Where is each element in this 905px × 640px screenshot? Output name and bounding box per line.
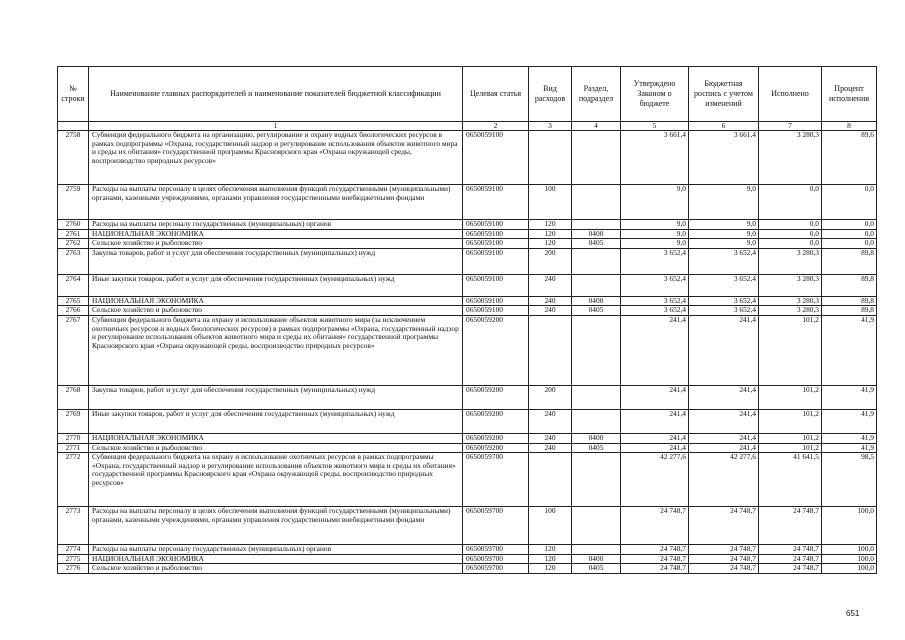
row-name: Субвенция федерального бюджета на охрану и использование охотничьих ресурсов в рамках подпрограммы «Охрана, государственный надзор и регулирование использования объектов животного мира и среды их обитания» государственной программы Красноярского края «Охрана окружающей среды, воспроизводство природных ресурсов» — [89, 453, 463, 507]
row-budget-schedule: 24 748,7 — [689, 507, 759, 545]
row-approved: 241,4 — [621, 409, 689, 433]
row-target-article: 0650059100 — [463, 239, 529, 249]
row-target-article: 0650059700 — [463, 545, 529, 555]
row-number: 2761 — [58, 229, 89, 239]
row-number: 2774 — [58, 545, 89, 555]
row-executed: 3 280,3 — [759, 306, 822, 316]
row-approved: 241,4 — [621, 315, 689, 385]
row-target-article: 0650059100 — [463, 296, 529, 306]
row-budget-schedule: 9,0 — [689, 229, 759, 239]
row-section: 0400 — [572, 554, 621, 564]
row-name: Сельское хозяйство и рыболовство — [89, 306, 463, 316]
row-budget-schedule: 241,4 — [689, 409, 759, 433]
table-row — [58, 248, 877, 274]
row-executed: 41 641,5 — [759, 453, 822, 507]
row-target-article: 0650059100 — [463, 185, 529, 220]
column-number: 6 — [689, 122, 759, 131]
row-percent: 0,0 — [822, 185, 877, 220]
row-percent: 0,0 — [822, 239, 877, 249]
table-row — [58, 564, 877, 574]
row-name: Расходы на выплаты персоналу в целях обеспечения выполнения функций государственными (муниципальными) органами, казенными учреждениями, органами управления государственными внебюджетными фондами — [89, 507, 463, 545]
row-name: Сельское хозяйство и рыболовство — [89, 564, 463, 574]
row-approved: 3 652,4 — [621, 274, 689, 296]
row-percent: 100,0 — [822, 507, 877, 545]
table-row — [58, 239, 877, 249]
row-executed: 101,2 — [759, 315, 822, 385]
table-row — [58, 274, 877, 296]
page-number: 651 — [846, 609, 860, 618]
row-approved: 3 652,4 — [621, 296, 689, 306]
row-budget-schedule: 3 652,4 — [689, 306, 759, 316]
row-expense-type: 200 — [529, 385, 572, 409]
row-approved: 24 748,7 — [621, 507, 689, 545]
row-number: 2765 — [58, 296, 89, 306]
row-percent: 0,0 — [822, 220, 877, 230]
row-target-article: 0650059100 — [463, 131, 529, 185]
row-executed: 101,2 — [759, 443, 822, 453]
row-expense-type — [529, 315, 572, 385]
row-approved: 3 652,4 — [621, 306, 689, 316]
row-expense-type: 240 — [529, 274, 572, 296]
table-row — [58, 554, 877, 564]
table-row — [58, 409, 877, 433]
row-percent: 89,8 — [822, 306, 877, 316]
row-target-article: 0650059100 — [463, 274, 529, 296]
row-approved: 241,4 — [621, 433, 689, 443]
row-section: 0400 — [572, 433, 621, 443]
row-section — [572, 185, 621, 220]
table-row — [58, 296, 877, 306]
header-executed: Исполнено — [759, 67, 822, 122]
row-budget-schedule: 241,4 — [689, 443, 759, 453]
row-budget-schedule: 42 277,6 — [689, 453, 759, 507]
header-approved: Утверждено Законом о бюджете — [621, 67, 689, 122]
row-expense-type: 120 — [529, 545, 572, 555]
row-executed: 24 748,7 — [759, 507, 822, 545]
row-target-article: 0650059200 — [463, 433, 529, 443]
row-budget-schedule: 9,0 — [689, 185, 759, 220]
row-number: 2776 — [58, 564, 89, 574]
row-budget-schedule: 24 748,7 — [689, 564, 759, 574]
row-name: Субвенция федерального бюджета на организацию, регулирование и охрану водных биологических ресурсов в рамках подпрограммы «Охрана, государственный надзор и регулирование использования объектов животного мира и среды их обитания» государственной программы Красноярского края «Охрана окружающей среды, воспроизводство природных ресурсов» — [89, 131, 463, 185]
column-number — [58, 122, 89, 131]
row-number: 2762 — [58, 239, 89, 249]
row-target-article: 0650059200 — [463, 443, 529, 453]
row-expense-type: 120 — [529, 564, 572, 574]
column-number: 1 — [89, 122, 463, 131]
row-target-article: 0650059200 — [463, 315, 529, 385]
row-executed: 0,0 — [759, 220, 822, 230]
row-number: 2772 — [58, 453, 89, 507]
row-target-article: 0650059100 — [463, 306, 529, 316]
row-section — [572, 248, 621, 274]
header-target-article: Целевая статья — [463, 67, 529, 122]
row-executed: 0,0 — [759, 239, 822, 249]
row-approved: 9,0 — [621, 185, 689, 220]
row-budget-schedule: 24 748,7 — [689, 545, 759, 555]
table-row — [58, 306, 877, 316]
table-row — [58, 220, 877, 230]
table-row — [58, 453, 877, 507]
row-target-article: 0650059200 — [463, 409, 529, 433]
row-budget-schedule: 3 652,4 — [689, 274, 759, 296]
row-name: Расходы на выплаты персоналу государственных (муниципальных) органов — [89, 545, 463, 555]
row-expense-type: 120 — [529, 220, 572, 230]
column-number: 8 — [822, 122, 877, 131]
row-name: Расходы на выплаты персоналу государственных (муниципальных) органов — [89, 220, 463, 230]
row-approved: 24 748,7 — [621, 554, 689, 564]
row-name: Закупка товаров, работ и услуг для обеспечения государственных (муниципальных) нужд — [89, 248, 463, 274]
column-number: 2 — [463, 122, 529, 131]
row-number: 2771 — [58, 443, 89, 453]
row-section — [572, 385, 621, 409]
column-number-row — [58, 122, 877, 131]
row-name: Иные закупки товаров, работ и услуг для обеспечения государственных (муниципальных) нужд — [89, 274, 463, 296]
row-target-article: 0650059100 — [463, 248, 529, 274]
row-executed: 101,2 — [759, 433, 822, 443]
table-row — [58, 443, 877, 453]
row-number: 2760 — [58, 220, 89, 230]
row-number: 2775 — [58, 554, 89, 564]
row-name: Расходы на выплаты персоналу в целях обеспечения выполнения функций государственными (муниципальными) органами, казенными учреждениями, органами управления государственными внебюджетными фондами — [89, 185, 463, 220]
table-header-row — [58, 67, 877, 122]
row-number: 2767 — [58, 315, 89, 385]
row-executed: 0,0 — [759, 185, 822, 220]
row-number: 2764 — [58, 274, 89, 296]
column-number: 3 — [529, 122, 572, 131]
row-name: Сельское хозяйство и рыболовство — [89, 443, 463, 453]
row-percent: 41,9 — [822, 409, 877, 433]
column-number: 5 — [621, 122, 689, 131]
row-target-article: 0650059100 — [463, 229, 529, 239]
table-row — [58, 185, 877, 220]
row-name: Сельское хозяйство и рыболовство — [89, 239, 463, 249]
row-section: 0405 — [572, 239, 621, 249]
row-expense-type: 120 — [529, 554, 572, 564]
row-percent: 100,0 — [822, 554, 877, 564]
row-name: НАЦИОНАЛЬНАЯ ЭКОНОМИКА — [89, 229, 463, 239]
header-budget-schedule: Бюджетная роспись с учетом изменений — [689, 67, 759, 122]
row-expense-type: 120 — [529, 229, 572, 239]
row-approved: 9,0 — [621, 229, 689, 239]
row-percent: 41,9 — [822, 443, 877, 453]
row-approved: 9,0 — [621, 239, 689, 249]
row-percent: 41,9 — [822, 315, 877, 385]
row-executed: 101,2 — [759, 409, 822, 433]
row-section — [572, 315, 621, 385]
row-approved: 42 277,6 — [621, 453, 689, 507]
row-expense-type: 200 — [529, 248, 572, 274]
row-target-article: 0650059700 — [463, 554, 529, 564]
row-name: НАЦИОНАЛЬНАЯ ЭКОНОМИКА — [89, 296, 463, 306]
row-target-article: 0650059700 — [463, 564, 529, 574]
row-expense-type: 240 — [529, 433, 572, 443]
row-number: 2770 — [58, 433, 89, 443]
column-number: 4 — [572, 122, 621, 131]
row-executed: 3 280,3 — [759, 274, 822, 296]
row-executed: 3 280,3 — [759, 131, 822, 185]
row-percent: 89,8 — [822, 248, 877, 274]
table-row — [58, 131, 877, 185]
row-expense-type: 240 — [529, 409, 572, 433]
row-number: 2769 — [58, 409, 89, 433]
row-percent: 41,9 — [822, 385, 877, 409]
row-expense-type: 120 — [529, 239, 572, 249]
row-approved: 3 661,4 — [621, 131, 689, 185]
row-budget-schedule: 241,4 — [689, 385, 759, 409]
column-number: 7 — [759, 122, 822, 131]
header-expense-type: Вид расходов — [529, 67, 572, 122]
row-number: 2768 — [58, 385, 89, 409]
row-name: Закупка товаров, работ и услуг для обеспечения государственных (муниципальных) нужд — [89, 385, 463, 409]
row-percent: 100,0 — [822, 545, 877, 555]
row-budget-schedule: 3 661,4 — [689, 131, 759, 185]
row-budget-schedule: 241,4 — [689, 433, 759, 443]
row-number: 2763 — [58, 248, 89, 274]
row-section: 0405 — [572, 306, 621, 316]
header-name: Наименование главных распорядителей и наименование показателей бюджетной классификации — [89, 67, 463, 122]
row-name: НАЦИОНАЛЬНАЯ ЭКОНОМИКА — [89, 554, 463, 564]
row-percent: 98,5 — [822, 453, 877, 507]
row-section — [572, 220, 621, 230]
table-row — [58, 545, 877, 555]
row-budget-schedule: 9,0 — [689, 220, 759, 230]
header-section: Раздел, подраздел — [572, 67, 621, 122]
row-expense-type: 240 — [529, 443, 572, 453]
row-section — [572, 545, 621, 555]
row-target-article: 0650059700 — [463, 507, 529, 545]
row-executed: 101,2 — [759, 385, 822, 409]
row-budget-schedule: 241,4 — [689, 315, 759, 385]
row-section — [572, 453, 621, 507]
row-budget-schedule: 9,0 — [689, 239, 759, 249]
row-name: Иные закупки товаров, работ и услуг для обеспечения государственных (муниципальных) нужд — [89, 409, 463, 433]
row-executed: 0,0 — [759, 229, 822, 239]
budget-report-sheet — [57, 66, 877, 574]
row-approved: 24 748,7 — [621, 545, 689, 555]
table-row — [58, 433, 877, 443]
row-budget-schedule: 3 652,4 — [689, 296, 759, 306]
row-name: НАЦИОНАЛЬНАЯ ЭКОНОМИКА — [89, 433, 463, 443]
row-percent: 0,0 — [822, 229, 877, 239]
row-percent: 89,6 — [822, 131, 877, 185]
row-percent: 89,8 — [822, 296, 877, 306]
row-executed: 3 280,3 — [759, 296, 822, 306]
row-target-article: 0650059700 — [463, 453, 529, 507]
row-expense-type: 100 — [529, 185, 572, 220]
table-row — [58, 385, 877, 409]
row-number: 2773 — [58, 507, 89, 545]
row-section — [572, 131, 621, 185]
row-target-article: 0650059100 — [463, 220, 529, 230]
row-percent: 100,0 — [822, 564, 877, 574]
table-row — [58, 507, 877, 545]
row-section: 0405 — [572, 564, 621, 574]
row-approved: 9,0 — [621, 220, 689, 230]
row-budget-schedule: 24 748,7 — [689, 554, 759, 564]
row-percent: 89,8 — [822, 274, 877, 296]
header-row-number: № строки — [58, 67, 89, 122]
table-row — [58, 229, 877, 239]
row-section: 0400 — [572, 296, 621, 306]
row-number: 2758 — [58, 131, 89, 185]
row-expense-type: 240 — [529, 296, 572, 306]
row-approved: 24 748,7 — [621, 564, 689, 574]
row-approved: 241,4 — [621, 385, 689, 409]
row-name: Субвенция федерального бюджета на охрану и использование объектов животного мира (за исключением охотничьих ресурсов и водных биологических ресурсов) в рамках подпрограммы «Охрана, государственный надзор и регулирование использования объектов животного мира и среды их обитания» государственной программы Красноярского края «Охрана окружающей среды, воспроизводство природных ресурсов» — [89, 315, 463, 385]
row-executed: 24 748,7 — [759, 564, 822, 574]
row-budget-schedule: 3 652,4 — [689, 248, 759, 274]
row-section: 0400 — [572, 229, 621, 239]
row-section — [572, 409, 621, 433]
row-expense-type: 100 — [529, 507, 572, 545]
row-executed: 24 748,7 — [759, 545, 822, 555]
row-expense-type: 240 — [529, 306, 572, 316]
budget-execution-table — [57, 66, 877, 574]
row-section — [572, 507, 621, 545]
row-executed: 24 748,7 — [759, 554, 822, 564]
row-percent: 41,9 — [822, 433, 877, 443]
row-expense-type — [529, 131, 572, 185]
row-section — [572, 274, 621, 296]
row-approved: 3 652,4 — [621, 248, 689, 274]
row-target-article: 0650059200 — [463, 385, 529, 409]
row-number: 2766 — [58, 306, 89, 316]
row-number: 2759 — [58, 185, 89, 220]
row-executed: 3 280,3 — [759, 248, 822, 274]
row-approved: 241,4 — [621, 443, 689, 453]
header-percent: Процент исполнения — [822, 67, 877, 122]
row-section: 0405 — [572, 443, 621, 453]
table-row — [58, 315, 877, 385]
row-expense-type — [529, 453, 572, 507]
